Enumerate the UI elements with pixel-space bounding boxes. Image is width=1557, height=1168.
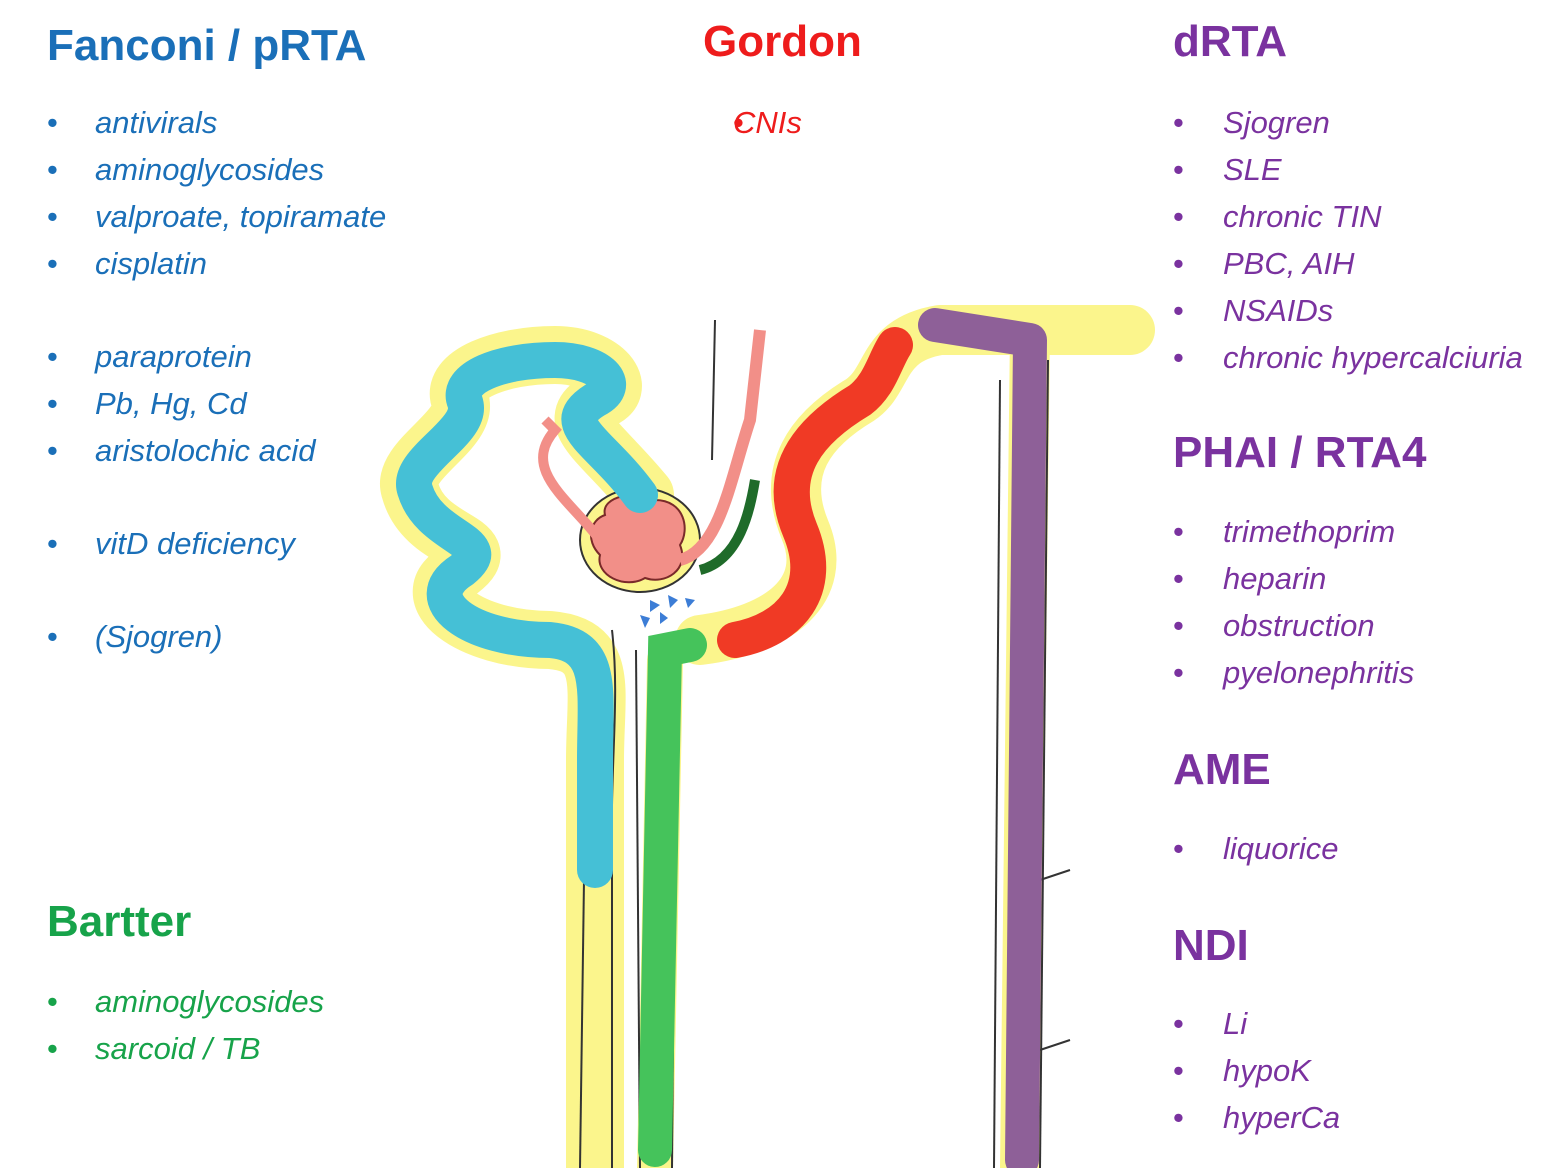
fanconi-heading: Fanconi / pRTA (47, 21, 367, 70)
ame-list (1173, 833, 1338, 864)
ame-heading: AME (1173, 745, 1271, 794)
list-item: • aminoglycosides (47, 154, 386, 185)
list-item: • chronic hypercalciuria (1173, 342, 1523, 373)
drta-list (1173, 107, 1523, 373)
drta-heading: dRTA (1173, 17, 1288, 66)
list-item: • NSAIDs (1173, 295, 1523, 326)
list-item: • liquorice (1173, 833, 1338, 864)
list-item: • vitD deficiency (47, 528, 386, 559)
ndi-list (1173, 1008, 1340, 1133)
list-item: • obstruction (1173, 610, 1414, 641)
list-item: • chronic TIN (1173, 201, 1523, 232)
gordon-heading: Gordon (703, 17, 862, 66)
list-item: • SLE (1173, 154, 1523, 185)
phai-list (1173, 516, 1414, 688)
list-item: • hyperCa (1173, 1102, 1340, 1133)
list-item: • antivirals (47, 107, 386, 138)
bartter-heading: Bartter (47, 897, 192, 946)
list-item: • valproate, topiramate (47, 201, 386, 232)
collecting-duct (935, 325, 1030, 1160)
ndi-heading: NDI (1173, 921, 1249, 970)
list-item: • trimethoprim (1173, 516, 1414, 547)
list-item: • aminoglycosides (47, 986, 324, 1017)
list-item: • heparin (1173, 563, 1414, 594)
list-item: • CNIs (703, 107, 802, 138)
list-item: • Li (1173, 1008, 1340, 1039)
list-item: • paraprotein (47, 341, 386, 372)
list-item: • Pb, Hg, Cd (47, 388, 386, 419)
list-item: • Sjogren (1173, 107, 1523, 138)
list-item: • hypoK (1173, 1055, 1340, 1086)
list-item: • cisplatin (47, 248, 386, 279)
bartter-list (47, 986, 324, 1064)
fanconi-list (47, 107, 386, 652)
list-item: • (Sjogren) (47, 621, 386, 652)
phai-heading: PHAI / RTA4 (1173, 428, 1427, 477)
list-item: • aristolochic acid (47, 435, 386, 466)
list-item: • pyelonephritis (1173, 657, 1414, 688)
list-item: • PBC, AIH (1173, 248, 1523, 279)
loop-of-henle (655, 645, 690, 1150)
gordon-list (703, 107, 802, 138)
list-item: • sarcoid / TB (47, 1033, 324, 1064)
